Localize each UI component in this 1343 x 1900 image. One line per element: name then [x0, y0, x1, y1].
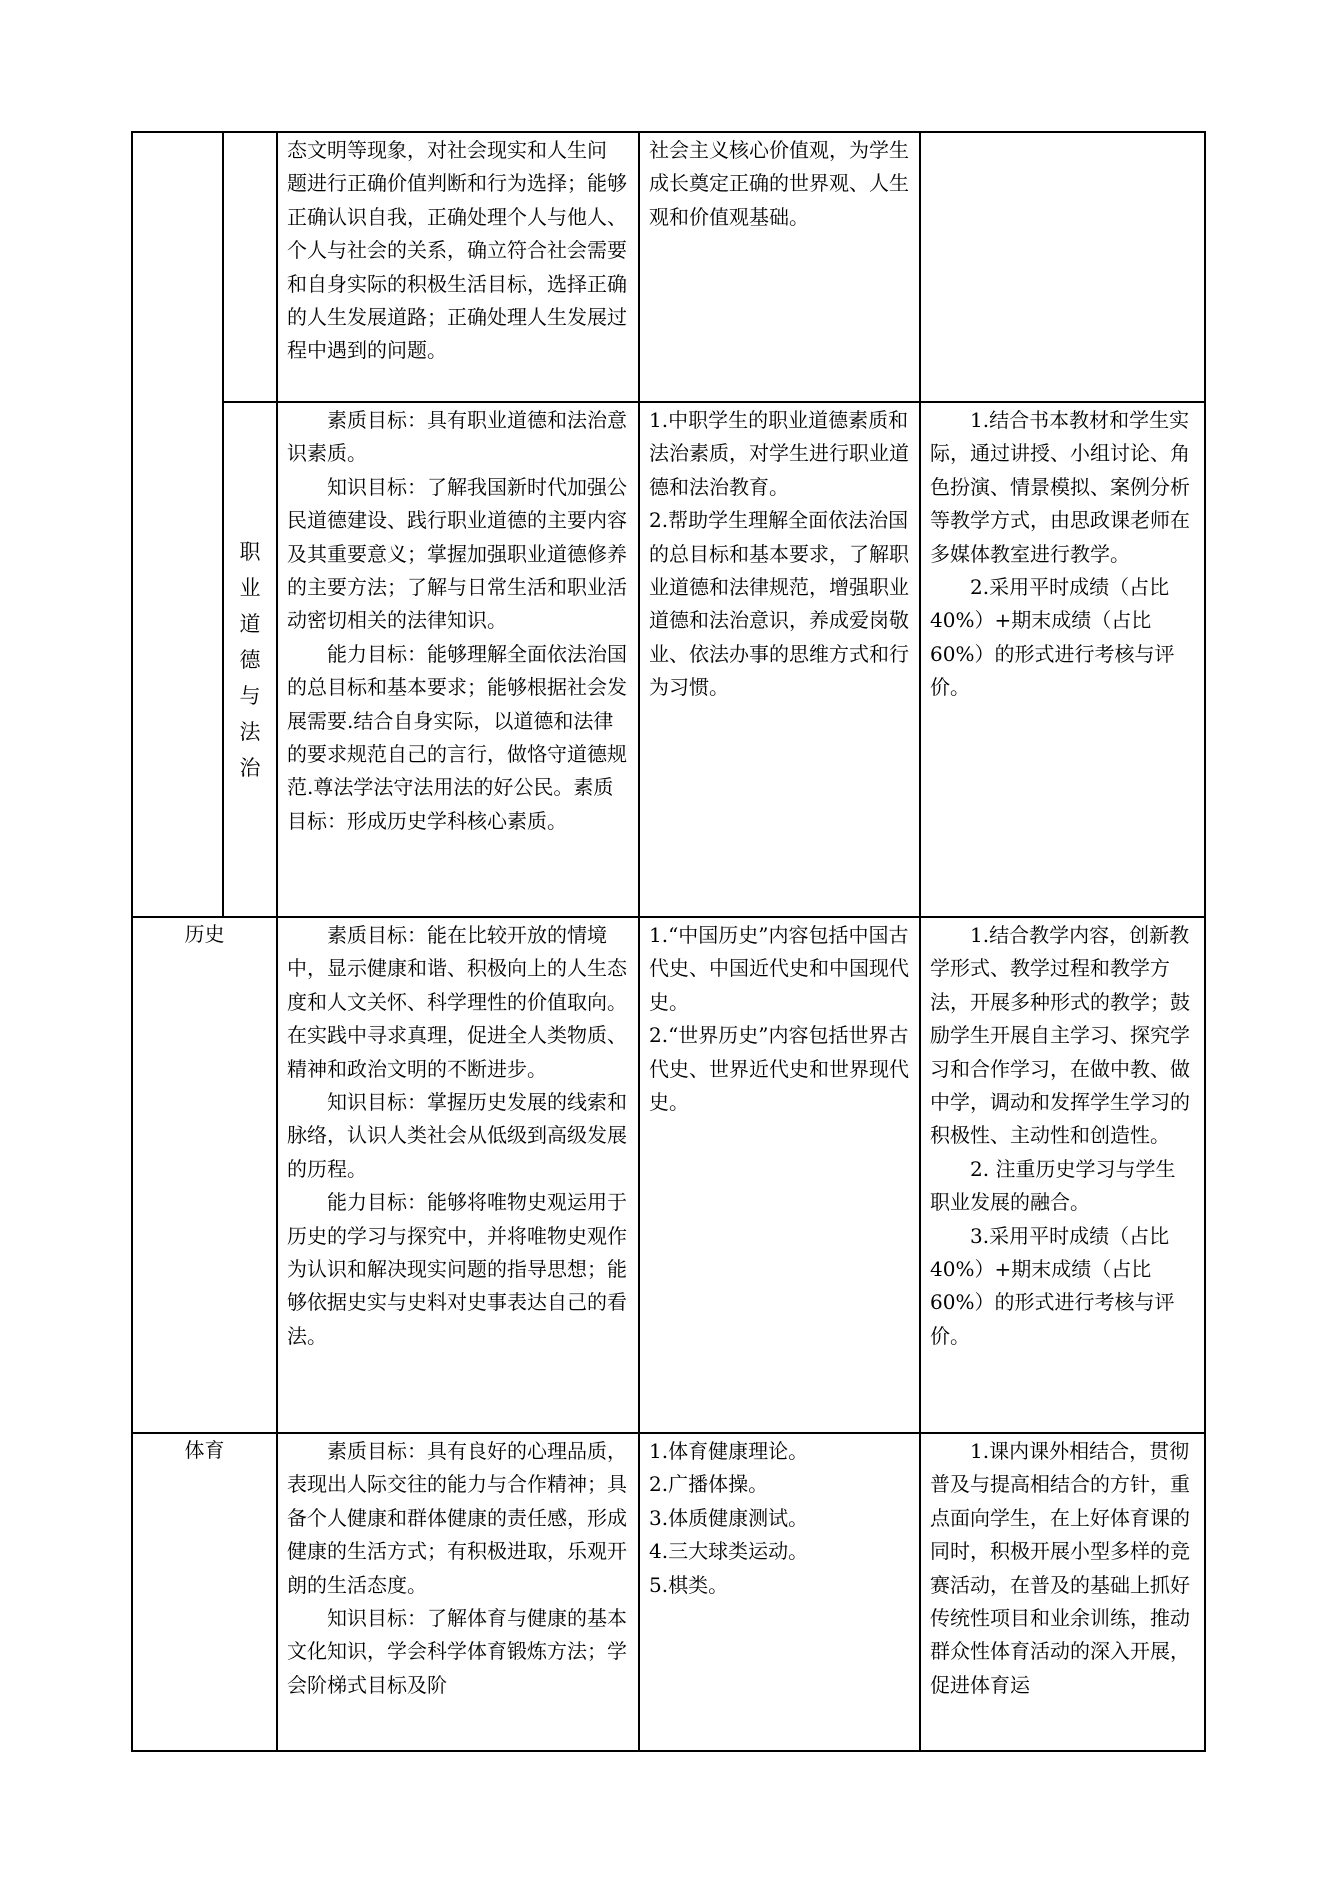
method-text: 1.课内课外相结合，贯彻普及与提高相结合的方针，重点面向学生，在上好体育课的同时，积极开展小型多样的竞赛活动，在普及的基础上抓好传统性项目和业余训练，推动群众性体育活动的深入开展，促进体育运	[930, 1439, 1190, 1697]
content-cell	[639, 132, 920, 402]
goals-text: 素质目标：具有良好的心理品质，表现出人际交往的能力与合作精神；具备个人健康和群体健康的责任感，形成健康的生活方式；有积极进取，乐观开朗的生活态度。	[287, 1439, 627, 1597]
subject-cell	[132, 1433, 277, 1751]
content-cell	[639, 917, 920, 1433]
content-cell	[639, 1433, 920, 1751]
content-text: 1.中职学生的职业道德素质和法治素质，对学生进行职业道德和法治教育。	[649, 408, 909, 499]
goals-text: 知识目标：掌握历史发展的线索和脉络，认识人类社会从低级到高级发展的历程。	[287, 1090, 627, 1181]
goals-text: 知识目标：了解我国新时代加强公民道德建设、践行职业道德的主要内容及其重要意义；掌握加强职业道德修养的主要方法；了解与日常生活和职业活动密切相关的法律知识。	[287, 474, 627, 633]
content-text: 1.“中国历史”内容包括中国古代史、中国近代史和中国现代史。	[649, 923, 909, 1014]
content-text: 2.帮助学生理解全面依法治国的总目标和基本要求，了解职业道德和法律规范，增强职业道德和法治意识，养成爱岗敬业、依法办事的思维方式和行为习惯。	[649, 508, 909, 700]
content-text: 3.体质健康测试。	[649, 1505, 809, 1530]
group-subject-cell	[132, 132, 223, 917]
table-row	[132, 402, 1205, 917]
subject-label: 体育	[184, 1438, 225, 1462]
goals-cell	[277, 1433, 639, 1751]
goals-text: 知识目标：了解体育与健康的基本文化知识，学会科学体育锻炼方法；学会阶梯式目标及阶	[287, 1606, 627, 1697]
subject-label: 历史	[184, 922, 225, 946]
subject-label: 职业道德与法治	[239, 539, 261, 780]
method-text: 2.采用平时成绩（占比 40%）+期末成绩（占比60%）的形式进行考核与评价。	[930, 575, 1175, 700]
content-text: 1.体育健康理论。	[649, 1439, 809, 1463]
content-text: 5.棋类。	[649, 1572, 729, 1597]
goals-cell	[277, 917, 639, 1433]
content-text: 4.三大球类运动。	[649, 1539, 809, 1564]
goals-cell	[277, 132, 639, 402]
goals-text: 素质目标：能在比较开放的情境中，显示健康和谐、积极向上的人生态度和人文关怀、科学理性的价值取向。在实践中寻求真理，促进全人类物质、精神和政治文明的不断进步。	[287, 923, 627, 1081]
goals-cell	[277, 402, 639, 917]
method-cell	[920, 132, 1205, 402]
curriculum-table	[131, 131, 1206, 1752]
sub-subject-cell	[223, 402, 277, 917]
goals-text: 能力目标：能够理解全面依法治国的总目标和基本要求；能够根据社会发展需要.结合自身实际，以道德和法律的要求规范自己的言行，做恪守道德规范.尊法学法守法用法的好公民。素质目标：形成历史学科核心素质。	[287, 641, 627, 833]
method-text: 1.结合教学内容，创新教学形式、教学过程和教学方法，开展多种形式的教学；鼓励学生开展自主学习、探究学习和合作学习，在做中教、做中学，调动和发挥学生学习的积极性、主动性和创造性。	[930, 923, 1190, 1148]
goals-text: 能力目标：能够将唯物史观运用于历史的学习与探究中，并将唯物史观作为认识和解决现实问题的指导思想；能够依据史实与史料对史事表达自己的看法。	[287, 1190, 627, 1348]
content-text: 社会主义核心价值观，为学生成长奠定正确的世界观、人生观和价值观基础。	[649, 138, 909, 229]
sub-subject-cell	[223, 132, 277, 402]
table-row	[132, 1433, 1205, 1751]
method-text: 1.结合书本教材和学生实际，通过讲授、小组讨论、角色扮演、情景模拟、案例分析等教学方式，由思政课老师在多媒体教室进行教学。	[930, 408, 1190, 566]
goals-text: 态文明等现象，对社会现实和人生问 题进行正确价值判断和行为选择；能够正确认识自我，正确处理个人与他人、个人与社会的关系，确立符合社会需要和自身实际的积极生活目标，选择正确的人生发展道路；正确处理人生发展过程中遇到的问题。	[287, 138, 627, 363]
content-text: 2.广播体操。	[649, 1472, 769, 1497]
content-text: 2.“世界历史”内容包括世界古代史、世界近代史和世界现代史。	[649, 1023, 909, 1115]
subject-cell	[132, 917, 277, 1433]
method-cell	[920, 402, 1205, 917]
method-text: 3.采用平时成绩（占比 40%）+期末成绩（占比60%）的形式进行考核与评价。	[930, 1223, 1175, 1348]
table-row	[132, 917, 1205, 1433]
content-cell	[639, 402, 920, 917]
method-cell	[920, 917, 1205, 1433]
method-cell	[920, 1433, 1205, 1751]
goals-text: 素质目标：具有职业道德和法治意识素质。	[287, 408, 627, 466]
table-row	[132, 132, 1205, 402]
method-text: 2. 注重历史学习与学生职业发展的融合。	[930, 1156, 1176, 1215]
